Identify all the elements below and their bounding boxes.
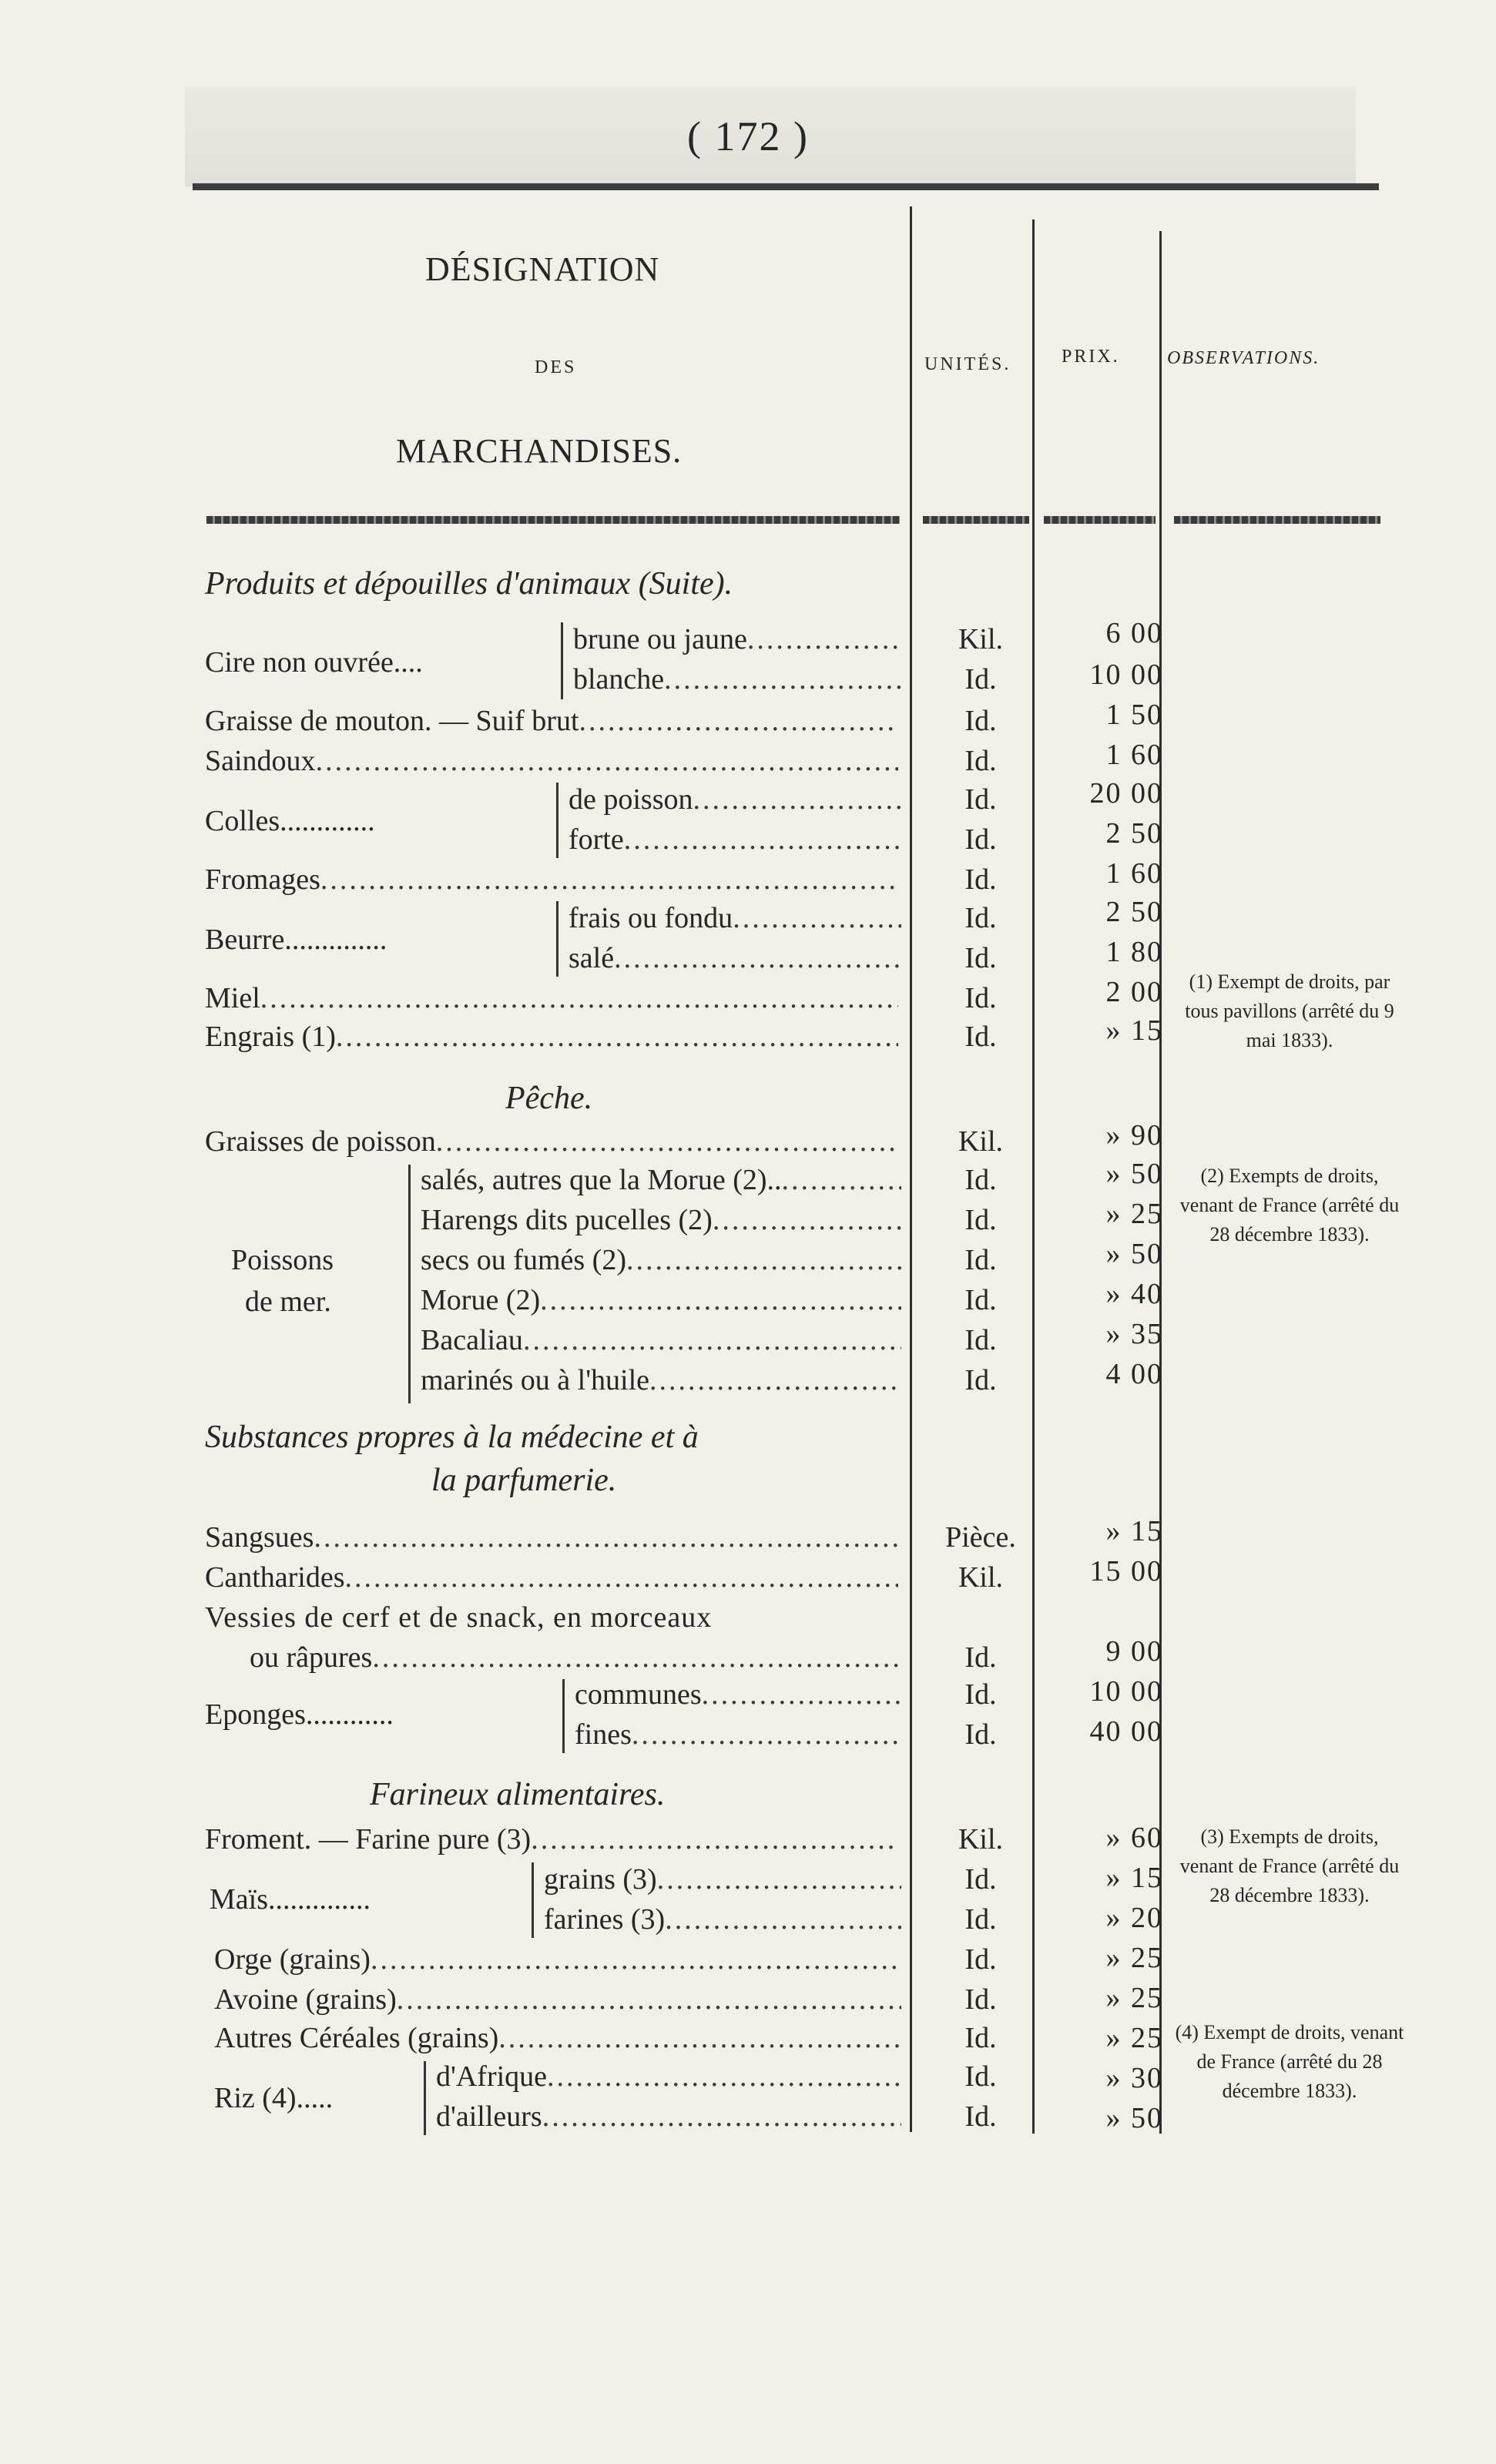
section-title: Produits et dépouilles d'animaux (Suite).	[205, 566, 733, 602]
table-row: d'ailleurs .....	[436, 2097, 901, 2137]
group-label: de mer.	[245, 1286, 331, 1318]
unit-cell: Id.	[964, 2022, 997, 2054]
table-row: Autres Céréales (grains) .....	[214, 2018, 901, 2058]
group-label: Riz (4).....	[214, 2082, 334, 2114]
brace	[532, 1862, 542, 1938]
price-cell: 10 00	[1089, 659, 1163, 691]
unit-cell: Id.	[964, 1284, 997, 1316]
brace	[556, 783, 566, 858]
price-cell: » 15	[1105, 1862, 1163, 1894]
group-label: Eponges............	[205, 1698, 394, 1731]
unit-cell: Kil.	[958, 1561, 1004, 1594]
price-cell: 6 00	[1105, 617, 1163, 649]
heading-observations: OBSERVATIONS.	[1167, 348, 1320, 368]
unit-cell: Id.	[964, 1021, 997, 1053]
unit-cell: Id.	[964, 663, 997, 696]
unit-cell: Id.	[964, 823, 997, 856]
group-label: Beurre..............	[205, 924, 387, 956]
table-row: Bacaliau .....	[421, 1320, 901, 1360]
price-cell: » 60	[1105, 1822, 1163, 1854]
separator	[1174, 516, 1380, 524]
unit-cell: Id.	[964, 1164, 997, 1196]
price-cell: 20 00	[1089, 777, 1163, 810]
table-row: Fromages .....	[205, 860, 898, 900]
group-label: Poissons	[231, 1244, 334, 1276]
brace	[562, 1679, 572, 1753]
page-number: ( 172 )	[687, 113, 809, 159]
unit-cell: Kil.	[958, 1125, 1004, 1158]
table-row: Miel .....	[205, 978, 898, 1018]
separator	[206, 516, 900, 524]
price-cell: » 25	[1105, 2022, 1163, 2054]
price-cell: 15 00	[1089, 1555, 1163, 1587]
table-row: Sangsues .....	[205, 1517, 898, 1557]
price-cell: » 90	[1105, 1119, 1163, 1152]
price-cell: 1 60	[1105, 739, 1163, 771]
unit-cell: Id.	[964, 1718, 997, 1751]
observation-note: (2) Exempts de droits, venant de France (arrêté du 28 décembre 1833).	[1179, 1165, 1400, 1245]
table-row: fines .....	[575, 1715, 901, 1755]
unit-cell: Id.	[964, 942, 997, 974]
price-cell: 9 00	[1105, 1635, 1163, 1668]
unit-cell: Id.	[964, 902, 997, 934]
price-cell: 4 00	[1105, 1358, 1163, 1390]
price-cell: » 50	[1105, 1158, 1163, 1190]
heading-des: DES	[535, 357, 577, 377]
unit-cell: Id.	[964, 1903, 997, 1936]
price-cell: 10 00	[1089, 1675, 1163, 1708]
table-row: communes .....	[575, 1675, 901, 1715]
unit-cell: Id.	[964, 1943, 997, 1976]
price-cell: 1 60	[1105, 857, 1163, 890]
table-row: forte .....	[569, 820, 901, 860]
unit-cell: Id.	[964, 745, 997, 777]
heading-unites: UNITÉS.	[924, 354, 1011, 374]
unit-cell: Id.	[964, 1641, 997, 1674]
table-row: Vessies de cerf et de snack, en morceaux	[205, 1601, 713, 1634]
unit-cell: Id.	[964, 705, 997, 737]
brace	[561, 622, 571, 699]
table-row: Saindoux .....	[205, 741, 898, 781]
table-row: Froment. — Farine pure (3) .....	[205, 1819, 898, 1859]
table-row: secs ou fumés (2) .....	[421, 1240, 901, 1280]
price-cell: 1 80	[1105, 936, 1163, 968]
table-row: blanche .....	[573, 659, 901, 699]
table-row: d'Afrique .....	[436, 2057, 901, 2097]
heading-prix: PRIX.	[1062, 347, 1120, 367]
unit-cell: Id.	[964, 982, 997, 1014]
table-row: salé .....	[569, 938, 901, 978]
price-cell: 2 00	[1105, 976, 1163, 1008]
price-cell: 2 50	[1105, 896, 1163, 928]
unit-cell: Id.	[964, 1324, 997, 1356]
price-cell: » 15	[1105, 1014, 1163, 1047]
unit-cell: Kil.	[958, 623, 1004, 655]
section-title: la parfumerie.	[431, 1463, 617, 1498]
price-cell: 40 00	[1089, 1715, 1163, 1748]
table-row: marinés ou à l'huile .....	[421, 1360, 901, 1400]
unit-cell: Id.	[964, 1244, 997, 1276]
unit-cell: Id.	[964, 2060, 997, 2093]
table-row: Morue (2) .....	[421, 1280, 901, 1320]
section-title: Farineux alimentaires.	[370, 1777, 666, 1812]
table-row: Graisses de poisson .....	[205, 1121, 898, 1162]
separator	[923, 516, 1029, 524]
observation-note: (1) Exempt de droits, par tous pavillons (arrêté du 9 mai 1833).	[1185, 971, 1394, 1051]
price-cell: » 50	[1105, 1238, 1163, 1270]
header-rule	[193, 183, 1379, 190]
unit-cell: Id.	[964, 783, 997, 816]
table-row: frais ou fondu .....	[569, 898, 901, 938]
price-cell: » 15	[1105, 1515, 1163, 1547]
group-label: Colles.............	[205, 805, 375, 837]
unit-cell: Id.	[964, 1863, 997, 1896]
brace	[408, 1165, 418, 1403]
separator	[1044, 516, 1156, 524]
table-row: Cantharides .....	[205, 1557, 898, 1597]
group-label: Cire non ouvrée....	[205, 646, 423, 679]
price-cell: » 25	[1105, 1198, 1163, 1230]
table-row: grains (3) .....	[544, 1859, 901, 1899]
price-cell: » 25	[1105, 1982, 1163, 2014]
unit-cell: Id.	[964, 2100, 997, 2133]
table-row: farines (3) .....	[544, 1899, 901, 1939]
unit-cell: Id.	[964, 1678, 997, 1711]
unit-cell: Id.	[964, 1364, 997, 1396]
price-cell: » 20	[1105, 1902, 1163, 1934]
price-cell: » 30	[1105, 2062, 1163, 2094]
table-row: Harengs dits pucelles (2) .....	[421, 1200, 901, 1240]
unit-cell: Id.	[964, 1204, 997, 1236]
brace	[556, 901, 566, 977]
table-row: Engrais (1) .....	[205, 1017, 898, 1057]
observation-note: (4) Exempt de droits, venant de France (arrêté du 28 décembre 1833).	[1175, 2021, 1404, 2102]
unit-cell: Pièce.	[945, 1521, 1016, 1554]
group-label: Maïs..............	[210, 1883, 371, 1916]
price-cell: » 50	[1105, 2102, 1163, 2134]
price-cell: » 25	[1105, 1942, 1163, 1974]
price-cell: 2 50	[1105, 817, 1163, 850]
heading-designation: DÉSIGNATION	[425, 250, 660, 288]
unit-cell: Id.	[964, 1983, 997, 2016]
table-row: Orge (grains) .....	[214, 1939, 901, 1980]
table-row: brune ou jaune .....	[573, 619, 901, 659]
section-title: Pêche.	[505, 1081, 593, 1116]
heading-marchandises: MARCHANDISES.	[396, 432, 683, 470]
unit-cell: Kil.	[958, 1823, 1004, 1856]
brace	[424, 2061, 434, 2135]
observation-note: (3) Exempts de droits, venant de France (arrêté du 28 décembre 1833).	[1179, 1825, 1400, 1906]
table-row: salés, autres que la Morue (2).. .....	[421, 1160, 901, 1200]
price-cell: » 40	[1105, 1278, 1163, 1310]
section-title: Substances propres à la médecine et à	[205, 1420, 699, 1455]
unit-cell: Id.	[964, 863, 997, 896]
table-row: de poisson .....	[569, 779, 901, 820]
table-row: ou râpures .....	[250, 1638, 901, 1678]
price-cell: » 35	[1105, 1318, 1163, 1350]
table-row: Avoine (grains) .....	[214, 1980, 901, 2020]
price-cell: 1 50	[1105, 699, 1163, 731]
column-rule	[910, 206, 912, 2132]
table-row: Graisse de mouton. — Suif brut .....	[205, 701, 898, 741]
